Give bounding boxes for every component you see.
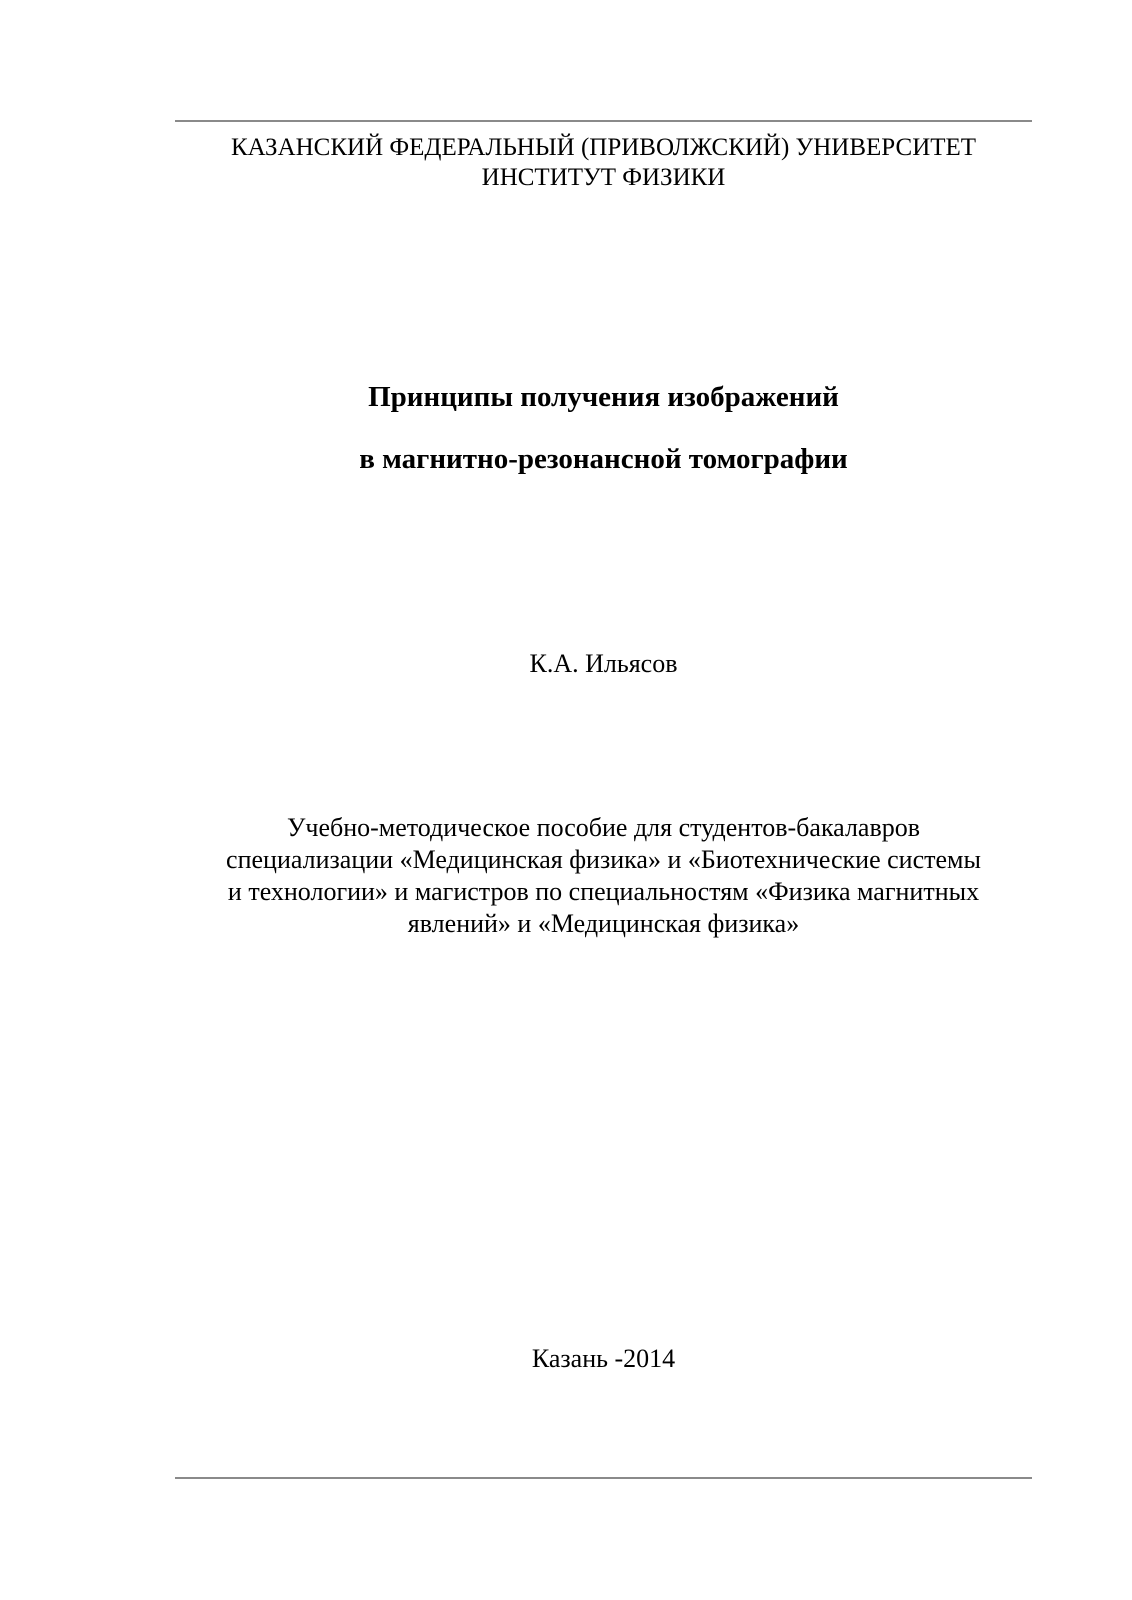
description-line-2: специализации «Медицинская физика» и «Биотехнические системы <box>226 845 981 874</box>
bottom-divider <box>175 1477 1032 1479</box>
document-description <box>175 812 1032 940</box>
title-line-2: в магнитно-резонансной томографии <box>359 443 848 475</box>
place-year-text: Казань -2014 <box>531 1344 676 1373</box>
top-divider <box>175 120 1032 122</box>
document-title <box>175 366 1032 490</box>
description-line-3: и технологии» и магистров по специальностям «Физика магнитных <box>227 877 980 906</box>
description-line-1: Учебно-методическое пособие для студентов-бакалавров <box>286 813 921 842</box>
institute-name: ИНСТИТУТ ФИЗИКИ <box>481 164 726 191</box>
author-text: К.А. Ильясов <box>529 649 678 678</box>
university-name: КАЗАНСКИЙ ФЕДЕРАЛЬНЫЙ (ПРИВОЛЖСКИЙ) УНИВЕРСИТЕТ <box>230 134 977 161</box>
title-line-1: Принципы получения изображений <box>368 381 839 413</box>
description-line-4: явлений» и «Медицинская физика» <box>407 909 800 938</box>
author-name <box>175 648 1032 680</box>
place-year <box>175 1343 1032 1375</box>
institution-header <box>175 133 1032 193</box>
